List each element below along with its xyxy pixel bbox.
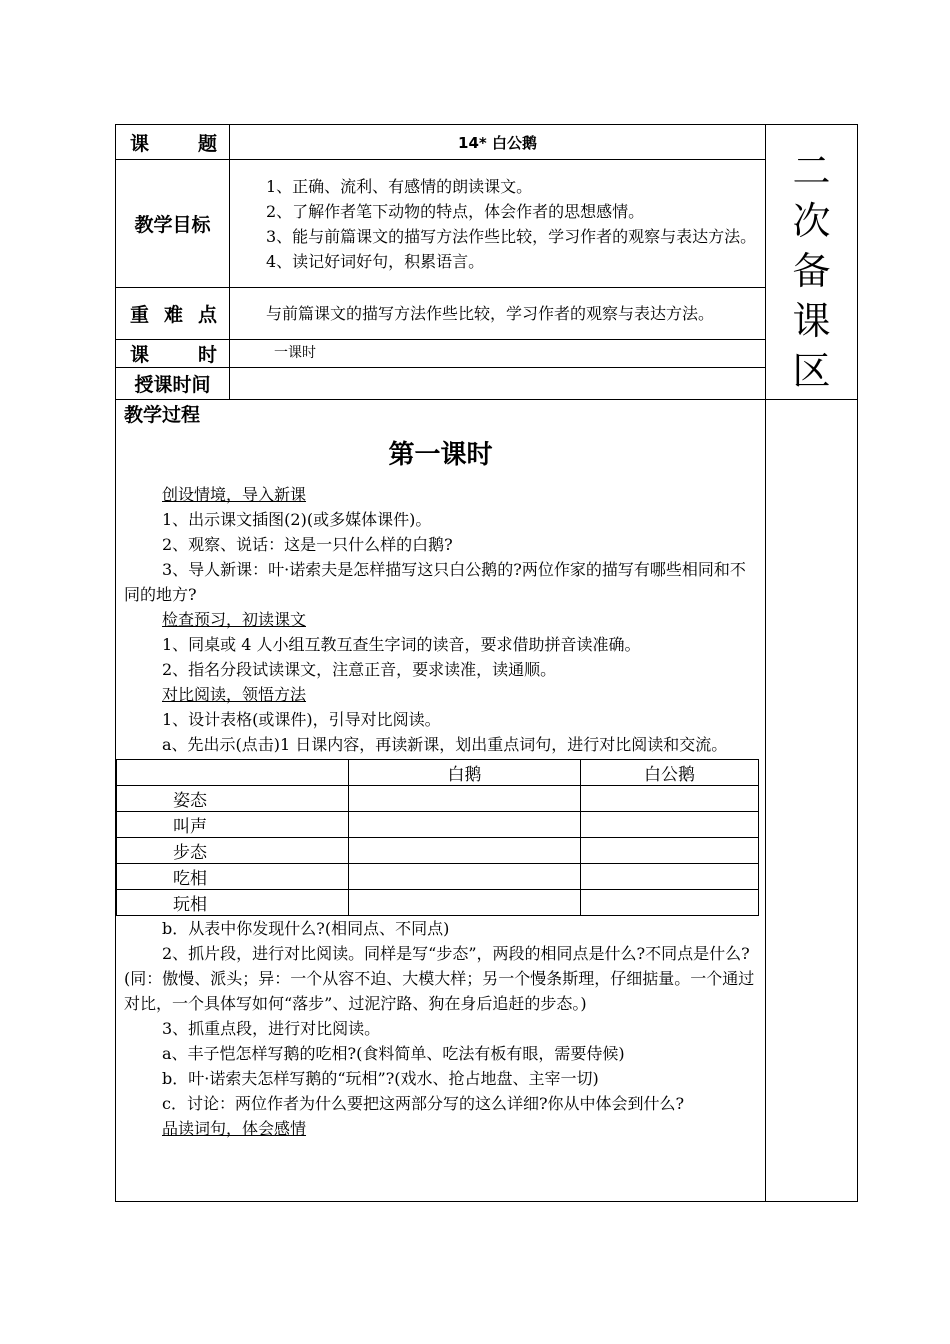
side-label-char: 课: [792, 299, 831, 343]
second-prep-notes-area: [766, 400, 858, 1202]
step-line: 2、指名分段试读课文，注意正音，要求读准，读通顺。: [162, 660, 557, 679]
step-line: a、丰子恺怎样写鹅的吃相?(食料简单、吃法有板有眼，需要侍候): [162, 1044, 625, 1063]
topic-label: 课 题: [116, 125, 230, 160]
table-row: 步态: [117, 838, 759, 864]
step-line: 1、设计表格(或课件)，引导对比阅读。: [162, 710, 441, 729]
step-line: 2、抓片段，进行对比阅读。同样是写“步态”，两段的相同点是什么?不同点是什么?(同：傲慢、派头；异：一个从容不迫、大模大样；另一个慢条斯理，仔细掂量。一个通过对比，一个具体写如何“落步”、过泥泞路、狗在身后追赶的步态。): [124, 944, 755, 1013]
comparison-table: [116, 759, 759, 916]
process-heading: 教学过程: [124, 404, 201, 426]
teach-time-value: [230, 368, 766, 400]
goal-item: 4、读记好词好句，积累语言。: [266, 251, 485, 271]
section-title: 检查预习，初读课文: [162, 610, 307, 629]
goals-list: [230, 160, 766, 288]
side-label-char: 备: [792, 249, 831, 293]
teach-time-label: 授课时间: [116, 368, 230, 400]
step-line: a、先出示(点击)1 日课内容，再读新课，划出重点词句，进行对比阅读和交流。: [162, 735, 728, 754]
section-title: 创设情境，导入新课: [162, 485, 307, 504]
step-line: 2、观察、说话：这是一只什么样的白鹅?: [162, 535, 453, 554]
period-value: 一课时: [230, 340, 766, 368]
goal-item: 2、了解作者笔下动物的特点，体会作者的思想感情。: [266, 201, 645, 221]
period-label: 课 时: [116, 340, 230, 368]
goal-item: 1、正确、流利、有感情的朗读课文。: [266, 176, 533, 196]
side-label-char: 二: [792, 149, 831, 193]
teaching-process: [116, 400, 766, 1202]
goal-item: 3、能与前篇课文的描写方法作些比较，学习作者的观察与表达方法。: [266, 226, 757, 246]
step-line: 1、同桌或 4 人小组互教互查生字词的读音，要求借助拼音读准确。: [162, 635, 641, 654]
side-label-char: 次: [792, 199, 831, 243]
table-row: 吃相: [117, 864, 759, 890]
step-line: b．从表中你发现什么?(相同点、不同点): [162, 919, 450, 938]
step-line: c．讨论：两位作者为什么要把这两部分写的这么详细?你从中体会到什么?: [162, 1094, 685, 1113]
step-line: 1、出示课文插图(2)(或多媒体课件)。: [162, 510, 432, 529]
step-line: 3、导人新课：叶·诺索夫是怎样描写这只白公鹅的?两位作家的描写有哪些相同和不同的地方?: [124, 560, 746, 604]
table-row: 姿态: [117, 786, 759, 812]
lesson-title: 第一课时: [388, 440, 493, 470]
comparison-header-white-gander: 白公鹅: [581, 760, 759, 786]
section-title: 品读词句，体会感情: [162, 1119, 307, 1138]
step-line: 3、抓重点段，进行对比阅读。: [162, 1019, 381, 1038]
table-row: 叫声: [117, 812, 759, 838]
second-prep-area: [766, 125, 858, 400]
section-title: 对比阅读，领悟方法: [162, 685, 307, 704]
keypoints-label: 重 难 点: [116, 288, 230, 340]
step-line: b．叶·诺索夫怎样写鹅的“玩相”?(戏水、抢占地盘、主宰一切): [162, 1069, 599, 1088]
side-label-char: 区: [792, 349, 831, 393]
comparison-header-white-goose: 白鹅: [349, 760, 581, 786]
keypoints-value: 与前篇课文的描写方法作些比较，学习作者的观察与表达方法。: [230, 288, 766, 340]
lesson-plan-table: [115, 124, 858, 1202]
table-row: 玩相: [117, 890, 759, 916]
goals-label: 教学目标: [116, 160, 230, 288]
comparison-header-blank: [117, 760, 349, 786]
topic-value: 14* 白公鹅: [230, 125, 766, 160]
second-prep-label: [766, 128, 857, 396]
